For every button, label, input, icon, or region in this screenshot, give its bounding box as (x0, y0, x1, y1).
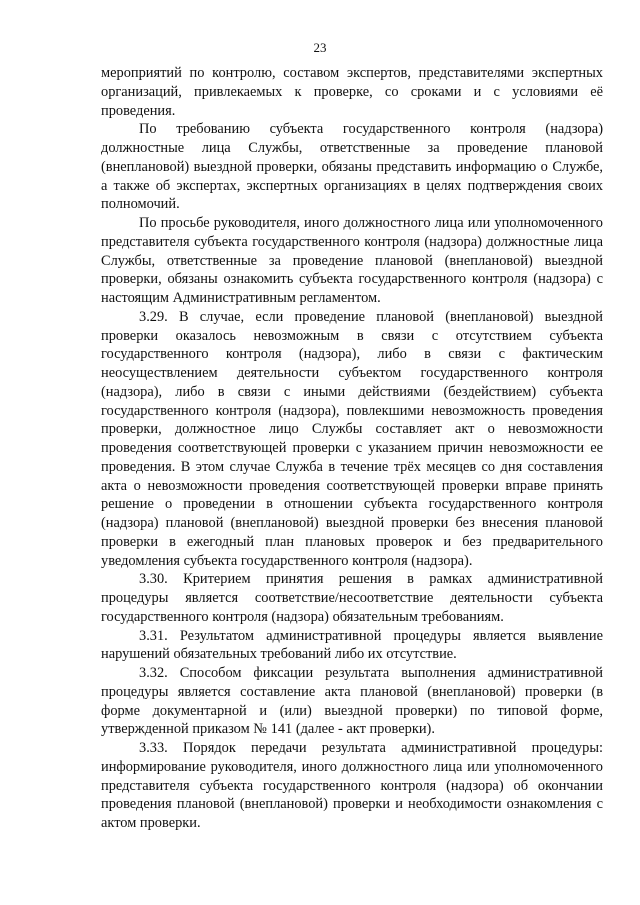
paragraph-continuation: мероприятий по контролю, составом экспертов, представителями экспертных организаций, привлекаемых к проверке, со сроками и с условиями её проведения. (101, 65, 603, 119)
paragraph-3-31: 3.31. Результатом административной процедуры является выявление нарушений обязательных требований либо их отсутствие. (101, 627, 603, 663)
paragraph-3-33: 3.33. Порядок передачи результата административной процедуры: информирование руководителя, иного должностного лица или уполномоченного представителя субъекта государственного контроля (надзора) об окончании проведения плановой (внеплановой) проверки и необходимости ознакомления с актом проверки. (101, 740, 603, 831)
document-body (101, 64, 603, 833)
paragraph-3-29: 3.29. В случае, если проведение плановой (внеплановой) выездной проверки оказалось невозможным в связи с отсутствием субъекта государственного контроля (надзора), либо в связи с фактическим неосуществлением деятельности субъектом государственного контроля (надзора), либо в связи с иными действиями (бездействием) субъекта государственного контроля (надзора), повлекшими невозможность проведения проверки, должностное лицо Службы составляет акт о невозможности проведения соответствующей проверки с указанием причин невозможности ее проведения. В этом случае Служба в течение трёх месяцев со дня составления акта о невозможности проведения соответствующей проверки вправе принять решение о проведении в отношении субъекта государственного контроля (надзора) плановой (внеплановой) выездной проверки без внесения плановой проверки в ежегодный план плановых проверок и без предварительного уведомления субъекта государственного контроля (надзора). (101, 308, 603, 569)
paragraph-3-30: 3.30. Критерием принятия решения в рамках административной процедуры является соответствие/несоответствие деятельности субъекта государственного контроля (надзора) обязательным требованиям. (101, 571, 603, 625)
paragraph-regulation-familiarization: По просьбе руководителя, иного должностного лица или уполномоченного представителя субъекта государственного контроля (надзора) должностные лица Службы, ответственные за проведение плановой (внеплановой) выездной проверки, обязаны ознакомить субъекта государственного контроля (надзора) с настоящим Административным регламентом. (101, 215, 603, 306)
page-number: 23 (313, 40, 327, 55)
paragraph-3-32: 3.32. Способом фиксации результата выполнения административной процедуры является составление акта плановой (внеплановой) проверки (в форме документарной и (или) выездной проверки) по типовой форме, утвержденной приказом № 141 (далее - акт проверки). (101, 665, 603, 738)
paragraph-verification-request: По требованию субъекта государственного контроля (надзора) должностные лица Службы, ответственные за проведение плановой (внеплановой) выездной проверки, обязаны представить информацию о Службе, а также об экспертах, экспертных организациях в целях подтверждения своих полномочий. (101, 121, 603, 213)
